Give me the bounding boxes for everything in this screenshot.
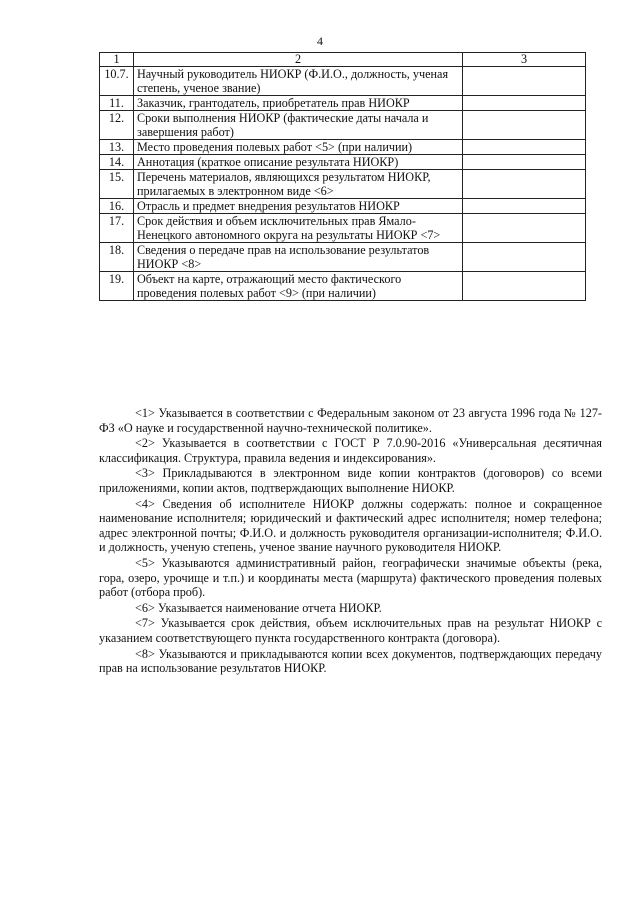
row-value — [463, 140, 586, 155]
footnotes — [99, 406, 602, 677]
row-label: Объект на карте, отражающий место фактического проведения полевых работ <9> (при наличии) — [134, 272, 463, 301]
row-label: Сроки выполнения НИОКР (фактические даты начала и завершения работ) — [134, 111, 463, 140]
column-header: 1 — [100, 53, 134, 67]
table-header-row — [100, 53, 586, 67]
table-row — [100, 67, 586, 96]
row-number: 16. — [100, 199, 134, 214]
row-value — [463, 96, 586, 111]
row-number: 14. — [100, 155, 134, 170]
footnote: <7> Указывается срок действия, объем исключительных прав на результат НИОКР с указанием соответствующего пункта государственного контракта (договора). — [99, 616, 602, 645]
column-header: 3 — [463, 53, 586, 67]
row-number: 19. — [100, 272, 134, 301]
row-number: 15. — [100, 170, 134, 199]
table-row — [100, 96, 586, 111]
table-row — [100, 170, 586, 199]
row-label: Отрасль и предмет внедрения результатов НИОКР — [134, 199, 463, 214]
footnote: <2> Указывается в соответствии с ГОСТ Р 7.0.90-2016 «Универсальная десятичная классификация. Структура, правила ведения и индексирования». — [99, 436, 602, 465]
page-number: 4 — [317, 34, 323, 48]
row-label: Сведения о передаче прав на использование результатов НИОКР <8> — [134, 243, 463, 272]
row-number: 13. — [100, 140, 134, 155]
row-label: Перечень материалов, являющихся результатом НИОКР, прилагаемых в электронном виде <6> — [134, 170, 463, 199]
row-label: Срок действия и объем исключительных прав Ямало-Ненецкого автономного округа на результаты НИОКР <7> — [134, 214, 463, 243]
table-row — [100, 111, 586, 140]
table-row — [100, 140, 586, 155]
table-row — [100, 214, 586, 243]
table-row — [100, 272, 586, 301]
footnote: <8> Указываются и прикладываются копии всех документов, подтверждающих передачу прав на использование результатов НИОКР. — [99, 646, 602, 676]
footnote: <6> Указывается наименование отчета НИОКР. — [135, 600, 382, 615]
row-number: 12. — [100, 111, 134, 140]
column-header: 2 — [134, 53, 463, 67]
footnote: <1> Указывается в соответствии с Федеральным законом от 23 августа 1996 года № 127-ФЗ «О науке и государственной научно-технической политике». — [99, 406, 602, 435]
row-label: Научный руководитель НИОКР (Ф.И.О., должность, ученая степень, ученое звание) — [134, 67, 463, 96]
row-value — [463, 243, 586, 272]
footnote: <5> Указываются административный район, географически значимые объекты (река, гора, озеро, урочище и т.п.) и координаты места (маршрута) фактического проведения полевых работ (отбора проб). — [99, 555, 602, 600]
row-value — [463, 214, 586, 243]
row-label: Аннотация (краткое описание результата НИОКР) — [134, 155, 463, 170]
row-label: Место проведения полевых работ <5> (при наличии) — [134, 140, 463, 155]
row-value — [463, 170, 586, 199]
row-value — [463, 111, 586, 140]
report-table — [99, 52, 586, 301]
row-label: Заказчик, грантодатель, приобретатель прав НИОКР — [134, 96, 463, 111]
row-value — [463, 67, 586, 96]
row-value — [463, 155, 586, 170]
table-row — [100, 199, 586, 214]
table-row — [100, 155, 586, 170]
row-value — [463, 199, 586, 214]
row-number: 10.7. — [100, 67, 134, 96]
footnote: <3> Прикладываются в электронном виде копии контрактов (договоров) со всеми приложениями, копии актов, подтверждающих выполнение НИОКР. — [99, 466, 602, 495]
row-number: 17. — [100, 214, 134, 243]
row-number: 18. — [100, 243, 134, 272]
row-number: 11. — [100, 96, 134, 111]
row-value — [463, 272, 586, 301]
footnote: <4> Сведения об исполнителе НИОКР должны содержать: полное и сокращенное наименование исполнителя; юридический и фактический адрес исполнителя; номер телефона; адрес электронной почты; Ф.И.О. и должность руководителя организации-исполнителя; Ф.И.О. и должность, ученую степень, ученое звание научного руководителя НИОКР. — [99, 496, 602, 555]
table-row — [100, 243, 586, 272]
